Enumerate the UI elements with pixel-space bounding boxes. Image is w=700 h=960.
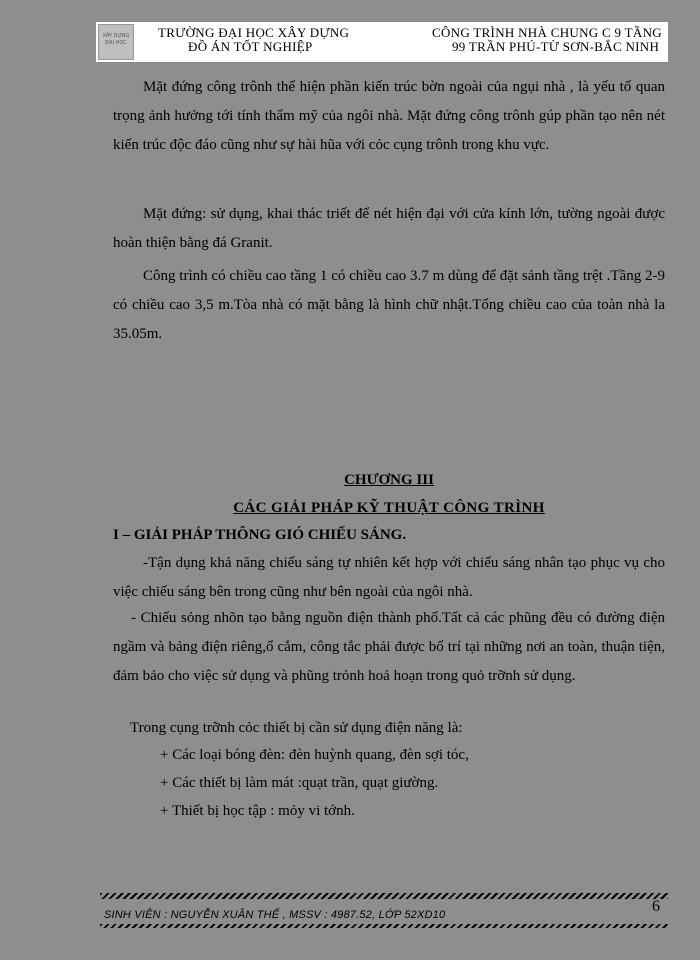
- header-building: CÔNG TRÌNH NHÀ CHUNG C 9 TẦNG: [432, 25, 662, 40]
- list-item: + Các thiết bị làm mát :quạt trần, quạt giường.: [160, 775, 439, 791]
- header-address: 99 TRẦN PHÚ-TỪ SƠN-BẮC NINH: [452, 39, 660, 54]
- paragraph-artificial-light: - Chiếu sỏng nhõn tạo bằng nguồn điện thành phố.Tất cả các phũng đều có đường điện ngầm và bảng điện riêng,ổ cắm, công tắc phải được bố trí tại những nơi an toàn, thuận tiện, đảm bảo cho việc sử dụng và phũng trỏnh hoả hoạn trong quỏ trỡnh sử dụng.: [113, 610, 665, 684]
- page-number: 6: [652, 898, 660, 915]
- header-university: TRƯỜNG ĐẠI HỌC XÂY DỰNG: [158, 25, 350, 40]
- page-header: [96, 22, 668, 62]
- paragraph-natural-light: -Tận dụng khả năng chiếu sáng tự nhiên kết hợp với chiếu sáng nhân tạo phục vụ cho việc chiếu sáng bên trong cũng như bên ngoài của ngôi nhà.: [113, 555, 665, 600]
- section-title: I – GIẢI PHÁP THÔNG GIÓ CHIẾU SÁNG.: [113, 527, 407, 543]
- footer-divider: [100, 893, 668, 899]
- paragraph-floor-heights: Công trình có chiều cao tầng 1 có chiều cao 3.7 m dùng để đặt sảnh tầng trệt .Tầng 2-9 có chiều cao 3,5 m.Tòa nhà có mặt bằng là hình chữ nhật.Tổng chiều cao của toàn nhà la 35.05m.: [113, 268, 665, 342]
- list-item: + Thiết bị học tập : mỏy vi tớnh.: [160, 803, 355, 819]
- chapter-title: CÁC GIẢI PHÁP KỸ THUẬT CÔNG TRÌNH: [233, 500, 545, 516]
- paragraph-equipment-intro: Trong cụng trỡnh cỏc thiết bị cần sử dụng điện năng là:: [130, 720, 463, 736]
- header-project-type: ĐỒ ÁN TỐT NGHIỆP: [188, 39, 313, 54]
- footer-student-info: SINH VIÊN : NGUYỄN XUÂN THẾ , MSSV : 4987.52, LỚP 52XD10: [104, 909, 446, 921]
- footer-divider-bottom: [100, 924, 668, 928]
- chapter-number: CHƯƠNG III: [344, 472, 434, 488]
- list-item: + Các loại bóng đèn: đèn huỳnh quang, đèn sợi tóc,: [160, 747, 469, 763]
- paragraph-facade: Mặt đứng công trônh thể hiện phần kiến trúc bờn ngoài của ngụi nhà , là yếu tố quan trọng ảnh hưởng tới tính thẩm mỹ của ngôi nhà. Mặt đứng công trônh gúp phần tạo nên nét kiến trúc độc đáo cũng như sự hài hũa với cỏc cụng trônh trong khu vực.: [113, 79, 665, 153]
- university-logo: XÂY DỰNG ĐẠI HỌC: [98, 24, 134, 60]
- paragraph-facade-material: Mặt đứng: sử dụng, khai thác triết để nét hiện đại với cửa kính lớn, tường ngoài được hoàn thiện bằng đá Granit.: [113, 206, 665, 251]
